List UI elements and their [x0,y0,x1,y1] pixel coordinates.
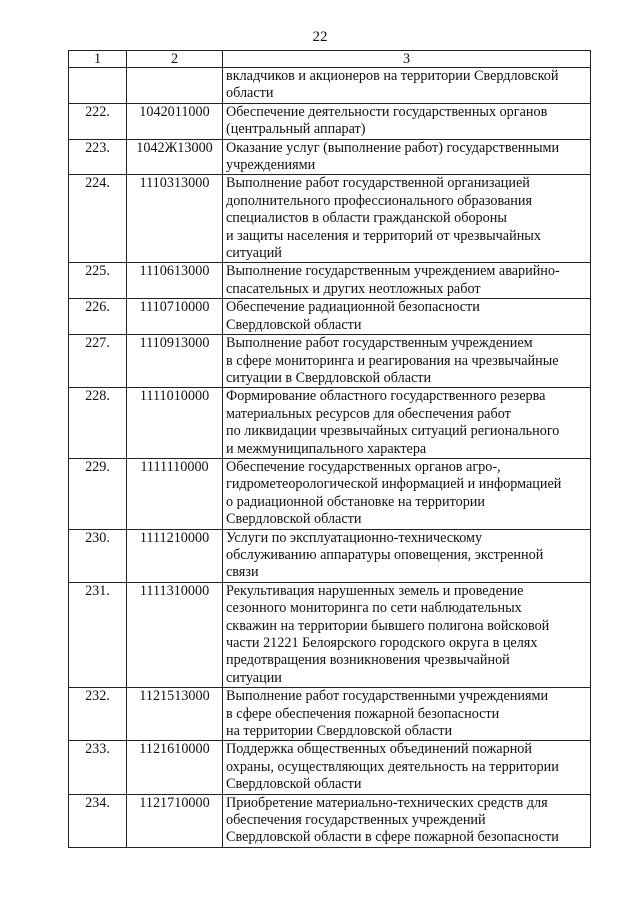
table-body [69,68,591,848]
description-line: Свердловской области [226,316,362,333]
row-description-cell [223,68,591,104]
row-number-cell: 222. [69,103,127,139]
page-number: 22 [312,29,328,45]
row-number-cell: 226. [69,299,127,335]
row-code-cell [127,68,223,104]
description-line: дополнительного профессионального образования [226,192,533,209]
row-description-cell [223,458,591,529]
description-line: Обеспечение государственных органов агро-, [226,458,501,475]
table-row [69,794,591,847]
budget-code-table [68,50,591,848]
description-line: на территории Свердловской области [226,723,453,740]
description-line: специалистов в области гражданской обороны [226,210,507,227]
description-line: и межмуниципального характера [226,440,427,457]
description-line: вкладчиков и акционеров на территории Свердловской [226,68,559,84]
table-row [69,299,591,335]
description-line: Формирование областного государственного резерва [226,388,546,405]
description-line: Выполнение работ государственной организацией [226,175,530,192]
table-row [69,103,591,139]
row-description-cell [223,263,591,299]
row-number-cell: 234. [69,794,127,847]
row-number-cell: 228. [69,388,127,459]
row-code-cell: 1110913000 [127,335,223,388]
column-header-description: 3 [223,51,591,68]
description-line: части 21221 Белоярского городского округа в целях [226,635,538,651]
column-header-number: 1 [69,51,127,68]
description-line: Свердловской области [226,776,362,793]
row-number-cell: 225. [69,263,127,299]
row-number-cell: 231. [69,582,127,687]
table-row [69,741,591,794]
row-description-cell [223,175,591,263]
row-code-cell: 1042011000 [127,103,223,139]
table-row [69,582,591,687]
description-line: обеспечения государственных учреждений [226,812,486,829]
table-row [69,263,591,299]
table-row [69,458,591,529]
description-line: Обеспечение деятельности государственных органов [226,103,548,120]
row-number-cell: 233. [69,741,127,794]
description-line: Поддержка общественных объединений пожарной [226,741,532,758]
description-line: по ликвидации чрезвычайных ситуаций регионального [226,423,560,440]
description-line: Рекультивация нарушенных земель и проведение [226,582,524,599]
table-row [69,335,591,388]
row-description-cell [223,335,591,388]
description-line: Выполнение работ государственным учреждением [226,335,533,352]
row-code-cell: 1121513000 [127,688,223,741]
table-row [69,175,591,263]
row-code-cell: 1110710000 [127,299,223,335]
description-line: предотвращения возникновения чрезвычайной [226,652,510,669]
table-row [69,688,591,741]
description-line: спасательных и других неотложных работ [226,280,481,297]
row-number-cell: 229. [69,458,127,529]
description-line: гидрометеорологической информацией и информацией [226,476,562,493]
description-line: ситуаций [226,245,282,262]
row-description-cell [223,388,591,459]
description-line: Услуги по эксплуатационно-техническому [226,529,483,546]
description-line: учреждениями [226,157,316,174]
row-code-cell: 1110313000 [127,175,223,263]
description-line: Приобретение материально-технических средств для [226,794,548,811]
description-line: Выполнение работ государственными учреждениями [226,688,549,705]
description-line: связи [226,564,259,581]
row-description-cell [223,688,591,741]
row-code-cell: 1121610000 [127,741,223,794]
table-header-row [69,51,591,68]
description-line: Свердловской области [226,511,362,528]
description-line: (центральный аппарат) [226,121,366,138]
description-line: охраны, осуществляющих деятельность на территории [226,758,559,775]
row-description-cell [223,529,591,582]
row-description-cell [223,741,591,794]
table-row [69,388,591,459]
description-line: ситуации [226,669,282,686]
row-description-cell [223,582,591,687]
row-number-cell: 230. [69,529,127,582]
table-row [69,529,591,582]
description-line: в сфере обеспечения пожарной безопасности [226,705,500,722]
row-code-cell: 1111210000 [127,529,223,582]
description-line: Свердловской области в сфере пожарной безопасности [226,829,559,846]
row-description-cell [223,299,591,335]
row-code-cell: 1042Ж13000 [127,139,223,175]
table-row [69,68,591,104]
description-line: ситуации в Свердловской области [226,369,432,386]
description-line: Оказание услуг (выполнение работ) государственными [226,139,560,156]
row-number-cell: 224. [69,175,127,263]
description-line: обслуживанию аппаратуры оповещения, экстренной [226,546,544,563]
row-description-cell [223,794,591,847]
row-code-cell: 1121710000 [127,794,223,847]
description-line: Обеспечение радиационной безопасности [226,299,480,316]
description-line: области [226,85,274,102]
description-line: скважин на территории бывшего полигона войсковой [226,617,550,634]
row-number-cell: 232. [69,688,127,741]
row-number-cell [69,68,127,104]
row-description-cell [223,139,591,175]
row-code-cell: 1111310000 [127,582,223,687]
row-code-cell: 1110613000 [127,263,223,299]
description-line: о радиационной обстановке на территории [226,493,485,510]
description-line: материальных ресурсов для обеспечения работ [226,405,511,422]
description-line: и защиты населения и территорий от чрезвычайных [226,227,541,244]
description-line: сезонного мониторинга по сети наблюдательных [226,600,522,617]
table-row [69,139,591,175]
column-header-code: 2 [127,51,223,68]
row-number-cell: 227. [69,335,127,388]
description-line: Выполнение государственным учреждением аварийно- [226,263,560,280]
row-code-cell: 1111010000 [127,388,223,459]
row-number-cell: 223. [69,139,127,175]
row-description-cell [223,103,591,139]
row-code-cell: 1111110000 [127,458,223,529]
description-line: в сфере мониторинга и реагирования на чрезвычайные [226,352,559,369]
